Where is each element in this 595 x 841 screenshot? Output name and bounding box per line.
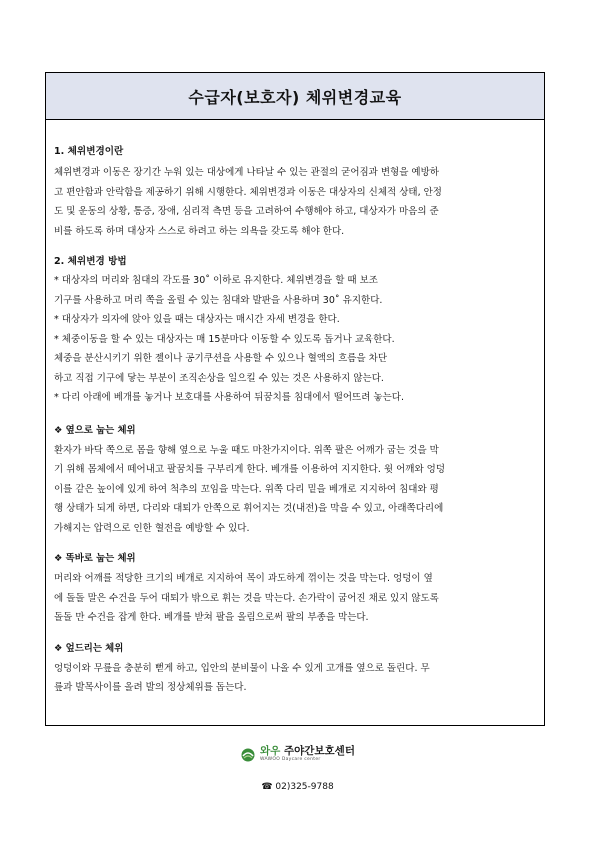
document-body [54,145,538,698]
s5-line: 엉덩이와 무릎을 충분히 뻗게 하고, 입안의 분비물이 나올 수 있게 고개를 옆으로 돌린다. 무 [54,662,430,674]
s2-line: 하고 직접 기구에 닿는 부분이 조직손상을 일으킬 수 있는 것은 사용하지 않는다. [54,372,384,384]
logo-center-name: 주야간보호센터 [283,745,355,757]
section-heading-1: 1. 체위변경이란 [54,146,124,157]
section-heading-prone: ❖ 엎드리는 체위 [54,642,124,654]
s2-line: * 체중이동을 할 수 있는 대상자는 매 15분마다 이동할 수 있도록 돕거나 교육한다. [54,333,395,345]
s2-line: * 대상자가 의자에 앉아 있을 때는 대상자는 매시간 자세 변경을 한다. [54,314,340,325]
section-heading-side-lying: ❖ 옆으로 눕는 체위 [54,424,136,436]
s2-line: 체중을 분산시키기 위한 젤이나 공기쿠션을 사용할 수 있으나 혈액의 흐름을 차단 [54,353,388,364]
s2-line: 기구를 사용하고 머리 쪽을 올릴 수 있는 침대와 발판을 사용하며 30˚ 유지한다. [54,294,383,306]
s4-line: 돌돌 만 수건을 잡게 한다. 베개를 받쳐 팔을 올림으로써 팔의 부종을 막는다. [54,612,369,623]
s1-line: 체위변경과 이동은 장기간 누워 있는 대상에게 나타날 수 있는 관절의 굳어짐과 변형을 예방하 [54,167,439,178]
s1-line: 고 편안함과 안락함을 제공하기 위해 시행한다. 체위변경과 이동은 대상자의 신체적 상태, 안정 [54,186,442,198]
section-heading-supine: ❖ 똑바로 눕는 체위 [54,553,136,564]
s1-line: 도 및 운동의 상황, 통증, 장애, 심리적 측면 등을 고려하여 수행해야 하고, 대상자가 마음의 준 [54,206,439,217]
logo-name [260,745,355,757]
s4-line: 에 돌돌 말은 수건을 두어 대퇴가 밖으로 휘는 것을 막는다. 손가락이 굽어진 채로 있지 않도록 [54,592,439,604]
s3-line: 가해지는 압력으로 인한 혈전을 예방할 수 있다. [54,522,250,534]
s5-line: 릎과 발목사이를 올려 발의 정상체위를 돕는다. [54,682,247,693]
s4-line: 머리와 어깨를 적당한 크기의 베개로 지지하여 목이 과도하게 꺾이는 것을 막는다. 엉덩이 옆 [54,573,433,584]
s3-line: 행 상태가 되게 하면, 다리와 대퇴가 안쪽으로 휘어지는 것(내전)을 막을 수 있고, 아래쪽다리에 [54,503,444,514]
document-frame [45,72,545,726]
logo-brand: 와우 [260,745,281,757]
s2-line: * 대상자의 머리와 침대의 각도를 30˚ 이하로 유지한다. 체위변경을 할 때 보조 [54,275,378,286]
logo-text [260,745,355,763]
s3-line: 환자가 바닥 쪽으로 몸을 향해 옆으로 누울 때도 마찬가지이다. 위쪽 팔은 어깨가 굽는 것을 막 [54,444,439,456]
logo-subtitle: WAWOO Daycare center [260,757,321,762]
s2-line: * 다리 아래에 베개를 놓거나 보호대를 사용하여 뒤꿈치를 침대에서 떨어뜨려 놓는다. [54,392,404,403]
footer-logo [0,745,595,763]
s1-line: 비를 하도록 하며 대상자 스스로 하려고 하는 의욕을 갖도록 해야 한다. [54,225,345,237]
logo-icon [240,747,256,761]
s3-line: 이를 같은 높이에 있게 하여 척추의 꼬임을 막는다. 위쪽 다리 밑을 베개로 지지하여 침대와 평 [54,483,439,495]
footer-phone: ☎ 02)325-9788 [261,782,334,792]
title-box [46,73,544,120]
document-title: 수급자(보호자) 체위변경교육 [188,87,402,107]
section-heading-2: 2. 체위변경 방법 [54,256,127,267]
s3-line: 기 위해 몸체에서 떼어내고 팔꿈치를 구부리게 한다. 베개를 이용하여 지지한다. 윗 어깨와 엉덩 [54,464,446,475]
